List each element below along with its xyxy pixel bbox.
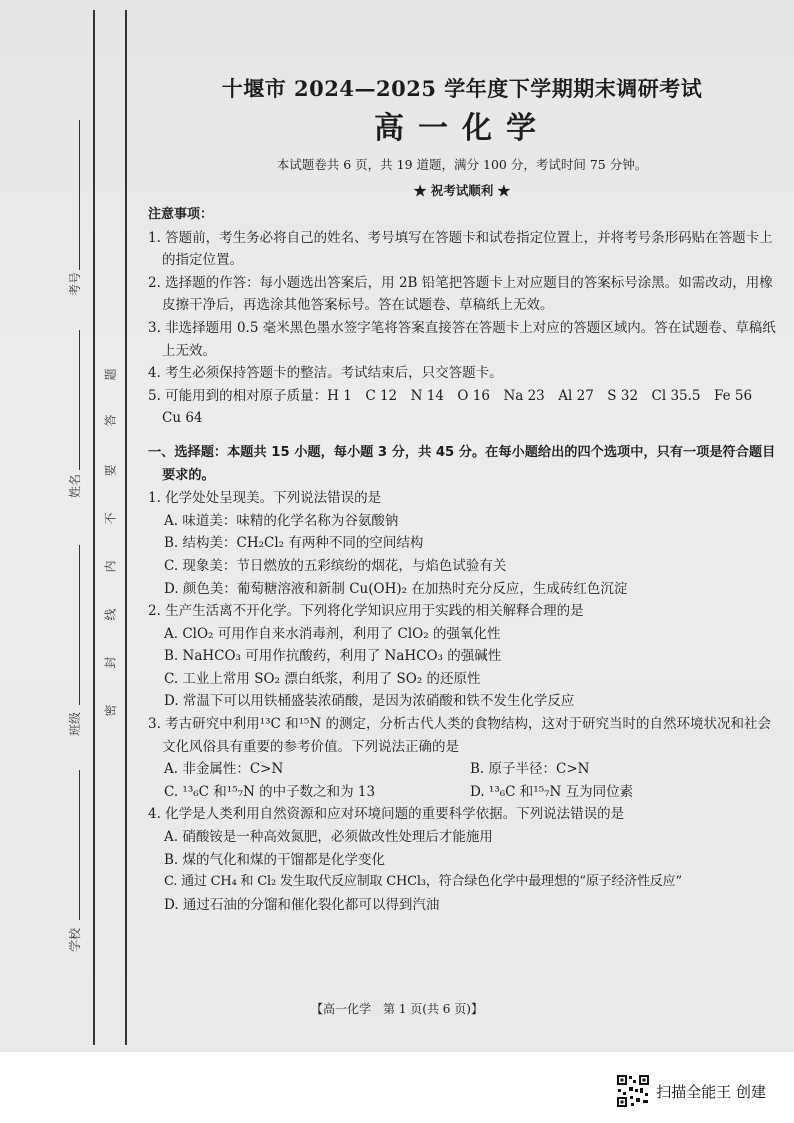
option-c: C. 现象美：节日燃放的五彩缤纷的烟花，与焰色试验有关: [164, 557, 507, 574]
notice-heading: 注意事项：: [148, 207, 214, 222]
notice-item: 2. 选择题的作答：每小题选出答案后，用 2B 铅笔把答题卡上对应题目的答案标号涂黑。如需改动，用橡皮擦干净后，再选涂其他答案标号。答在试题卷、草稿纸上无效。: [148, 274, 773, 314]
option-b: B. NaHCO₃ 可用作抗酸药，利用了 NaHCO₃ 的强碱性: [164, 648, 502, 665]
seal-char: 内: [103, 560, 118, 573]
question-stem: 4. 化学是人类利用自然资源和应对环境问题的重要科学依据。下列说法错误的是: [148, 806, 625, 823]
option-d: D. 常温下可以用铁桶盛装浓硝酸，是因为浓硝酸和铁不发生化学反应: [164, 693, 575, 710]
option-row: [148, 781, 776, 804]
option-c: C. ¹³₆C 和¹⁵₇N 的中子数之和为 13: [164, 783, 376, 800]
exam-content: [148, 74, 776, 916]
option-d: D. 通过石油的分馏和催化裂化都可以得到汽油: [164, 896, 440, 913]
option-b: B. 煤的气化和煤的干馏都是化学变化: [164, 851, 386, 868]
seal-char: 答: [103, 414, 118, 427]
question-stem: 1. 化学处处呈现美。下列说法错误的是: [148, 490, 382, 507]
blank-school: [79, 770, 80, 920]
question-4: [148, 803, 776, 916]
binding-line-inner: [125, 10, 127, 1045]
question-stem: 3. 考古研究中利用¹³C 和¹⁵N 的测定，分析古代人类的食物结构，这对于研究当时的自然环境状况和社会文化风俗具有重要的参考价值。下列说法正确的是: [148, 716, 772, 755]
notice-item: 5. 可能用到的相对原子质量：H 1 C 12 N 14 O 16 Na 23 Al 27 S 32 Cl 35.5 Fe 56 Cu 64: [148, 387, 766, 427]
subject-title: 高一化学: [374, 111, 550, 146]
blank-exam-number: [79, 120, 80, 270]
good-luck-line: ★ 祝考试顺利 ★: [413, 183, 511, 198]
seal-char: 要: [103, 464, 118, 477]
seal-char: 密: [103, 704, 118, 717]
section-heading: 一、选择题：本题共 15 小题，每小题 3 分，共 45 分。在每小题给出的四个选项中，只有一项是符合题目要求的。: [148, 444, 776, 483]
qr-code-icon: [616, 1074, 650, 1108]
scanner-watermark: [616, 1074, 766, 1108]
notice-block: [148, 204, 776, 430]
seal-char: 不: [103, 512, 118, 525]
seal-char: 线: [103, 608, 118, 621]
blank-class: [79, 545, 80, 705]
option-d: D. 颜色美：葡萄糖溶液和新制 Cu(OH)₂ 在加热时充分反应，生成砖红色沉淀: [164, 580, 628, 597]
option-a: A. 硝酸铵是一种高效氮肥，必须做改性处理后才能施用: [164, 829, 493, 846]
label-school: 学校: [68, 927, 82, 952]
option-a: A. 非金属性：C>N: [164, 761, 284, 778]
option-c: C. 通过 CH₄ 和 Cl₂ 发生取代反应制取 CHCl₃，符合绿色化学中最理想的“原子经济性反应”: [164, 874, 682, 890]
seal-char: 题: [103, 368, 118, 381]
exam-title: 十堰市 2024—2025 学年度下学期期末调研考试: [221, 76, 703, 101]
question-stem: 2. 生产生活离不开化学。下列将化学知识应用于实践的相关解释合理的是: [148, 603, 584, 620]
option-b: B. 结构美：CH₂Cl₂ 有两种不同的空间结构: [164, 535, 424, 552]
question-1: [148, 487, 776, 600]
option-row: [148, 758, 776, 781]
notice-item: 1. 答题前，考生务必将自己的姓名、考号填写在答题卡和试卷指定位置上，并将考号条形码贴在答题卡上的指定位置。: [148, 229, 773, 269]
option-d: D. ¹³₆C 和¹⁵₇N 互为同位素: [470, 783, 634, 800]
option-b: B. 原子半径：C>N: [470, 761, 590, 778]
page-footer: 【高一化学 第 1 页(共 6 页)】: [311, 1002, 483, 1016]
notice-item: 4. 考生必须保持答题卡的整洁。考试结束后，只交答题卡。: [148, 365, 503, 382]
binding-line-outer: [93, 10, 95, 1045]
exam-info: 本试题卷共 6 页，共 19 道题，满分 100 分，考试时间 75 分钟。: [276, 157, 648, 172]
seal-char: 封: [103, 656, 118, 669]
option-a: A. ClO₂ 可用作自来水消毒剂，利用了 ClO₂ 的强氧化性: [164, 625, 501, 642]
label-class: 班级: [68, 711, 82, 736]
question-2: [148, 600, 776, 713]
label-name: 姓名: [68, 473, 82, 498]
option-a: A. 味道美：味精的化学名称为谷氨酸钠: [164, 512, 399, 529]
label-exam-number: 考号: [68, 271, 82, 296]
notice-item: 3. 非选择题用 0.5 毫米黑色墨水签字笔将答案直接答在答题卡上对应的答题区域内。答在试题卷、草稿纸上无效。: [148, 319, 776, 359]
blank-name: [79, 330, 80, 470]
scanner-text: 扫描全能王 创建: [656, 1082, 766, 1101]
question-3: [148, 713, 776, 803]
option-c: C. 工业上常用 SO₂ 漂白纸浆，利用了 SO₂ 的还原性: [164, 670, 481, 687]
